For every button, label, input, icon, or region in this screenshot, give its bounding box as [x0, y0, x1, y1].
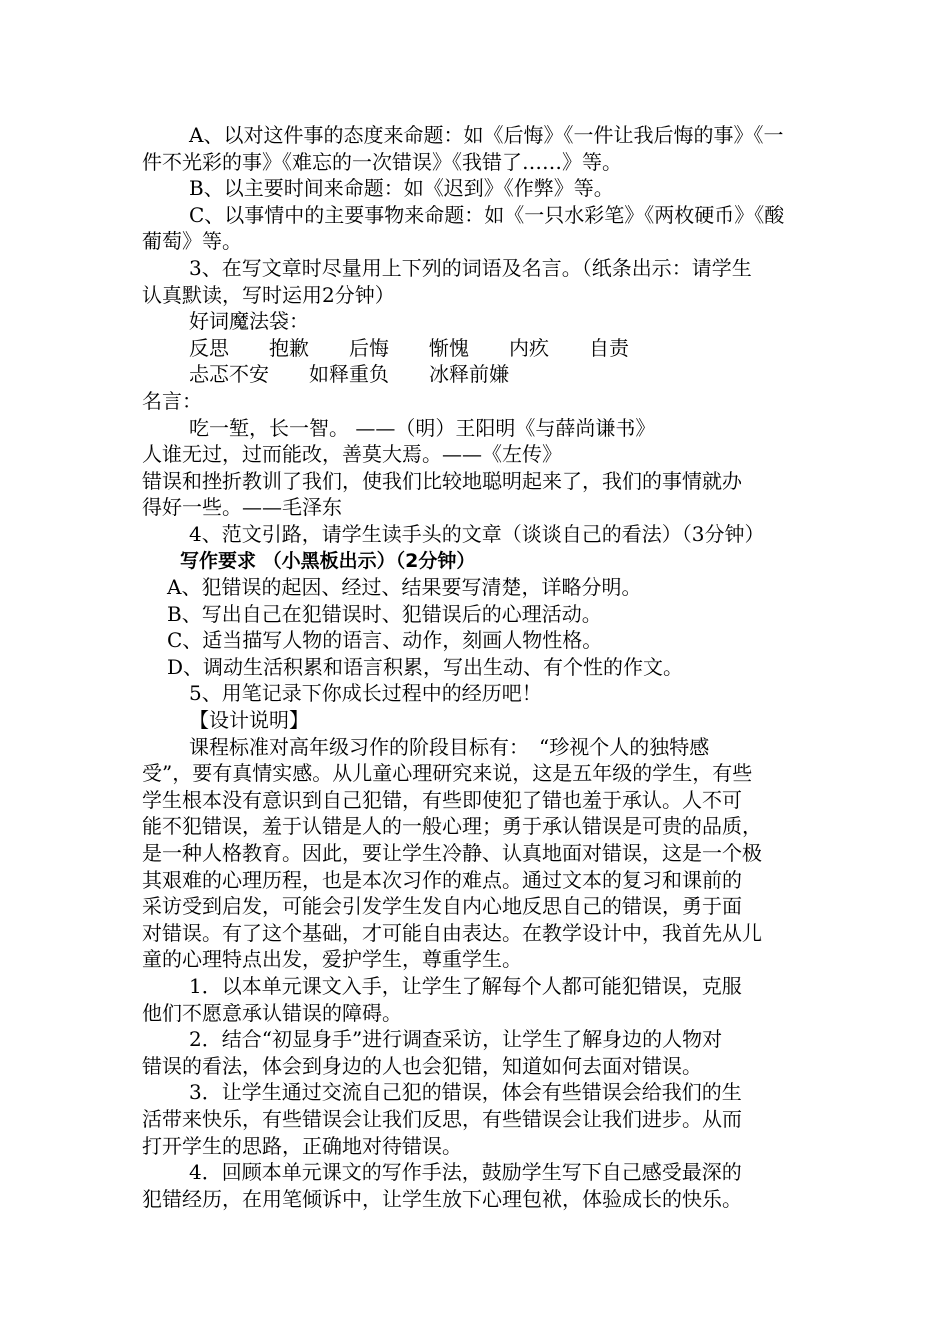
text-line: 打开学生的思路，正确地对待错误。: [142, 1133, 462, 1158]
text-line: 学生根本没有意识到自己犯错，有些即使犯了错也羞于承认。人不可: [142, 787, 742, 812]
word-list: 反思 抱歉 后悔 惭愧 内疚 自责: [189, 335, 629, 360]
text-line: 4．回顾本单元课文的写作手法，鼓励学生写下自己感受最深的: [189, 1160, 742, 1185]
text-line: 活带来快乐，有些错误会让我们反思，有些错误会让我们进步。从而: [142, 1106, 742, 1131]
requirement-item: C、适当描写人物的语言、动作，刻画人物性格。: [167, 628, 603, 653]
text-line: 4、范文引路，请学生读手头的文章（谈谈自己的看法）（3分钟）: [189, 521, 765, 546]
text-line: 对错误。有了这个基础，才可能自由表达。在教学设计中，我首先从儿: [142, 920, 762, 945]
text-line: 好词魔法袋：: [189, 309, 309, 334]
section-heading: 【设计说明】: [189, 708, 309, 733]
text-line: 他们不愿意承认错误的障碍。: [142, 1000, 402, 1025]
text-line: 其艰难的心理历程，也是本次习作的难点。通过文本的复习和课前的: [142, 867, 742, 892]
text-line: 5、用笔记录下你成长过程中的经历吧！: [189, 681, 542, 706]
requirement-item: B、写出自己在犯错误时、犯错误后的心理活动。: [167, 601, 602, 626]
text-line: 件不光彩的事》《难忘的一次错误》《我错了……》等。: [142, 149, 622, 174]
text-line: 童的心理特点出发，爱护学生，尊重学生。: [142, 947, 522, 972]
document-body: [142, 122, 812, 1212]
quote-line: 错误和挫折教训了我们，使我们比较地聪明起来了，我们的事情就办: [142, 468, 742, 493]
text-line: 葡萄》等。: [142, 229, 242, 254]
text-line: A、以对这件事的态度来命题：如《后悔》《一件让我后悔的事》《一: [189, 123, 784, 147]
text-line: 错误的看法，体会到身边的人也会犯错，知道如何去面对错误。: [142, 1053, 702, 1078]
text-line: 采访受到启发，可能会引发学生发自内心地反思自己的错误，勇于面: [142, 894, 742, 919]
text-line: 1．以本单元课文入手，让学生了解每个人都可能犯错误，克服: [189, 974, 742, 998]
quote-line: 吃一堑，长一智。 ——（明）王阳明《与薛尚谦书》: [189, 415, 656, 440]
text-line: 受”，要有真情实感。从儿童心理研究来说，这是五年级的学生，有些: [142, 761, 753, 786]
section-heading: 写作要求 （小黑板出示）（2分钟）: [180, 549, 476, 572]
text-line: B、以主要时间来命题：如《迟到》《作弊》等。: [189, 176, 614, 201]
text-line: 能不犯错误，羞于认错是人的一般心理；勇于承认错误是可贵的品质，: [142, 814, 762, 839]
text-line: 名言：: [142, 388, 202, 413]
text-line: 3．让学生通过交流自己犯的错误，体会有些错误会给我们的生: [189, 1080, 742, 1105]
word-list: 忐忑不安 如释重负 冰释前嫌: [189, 362, 509, 387]
requirement-item: D、调动生活积累和语言积累，写出生动、有个性的作文。: [167, 654, 684, 679]
requirement-item: A、犯错误的起因、经过、结果要写清楚，详略分明。: [167, 575, 642, 600]
quote-line: 得好一些。——毛泽东: [142, 495, 342, 520]
text-line: 3、在写文章时尽量用上下列的词语及名言。（纸条出示：请学生: [189, 255, 752, 280]
text-line: 课程标准对高年级习作的阶段目标有： “珍视个人的独特感: [189, 734, 710, 759]
text-line: 2．结合“初显身手”进行调查采访，让学生了解身边的人物对: [189, 1027, 723, 1052]
text-line: 认真默读，写时运用2分钟）: [142, 282, 395, 307]
text-line: 是一种人格教育。因此，要让学生冷静、认真地面对错误，这是一个极: [142, 841, 762, 866]
quote-line: 人谁无过，过而能改，善莫大焉。——《左传》: [142, 442, 562, 467]
text-line: C、以事情中的主要事物来命题：如《一只水彩笔》《两枚硬币》《酸: [189, 202, 785, 227]
text-line: 犯错经历，在用笔倾诉中，让学生放下心理包袱，体验成长的快乐。: [142, 1186, 742, 1211]
